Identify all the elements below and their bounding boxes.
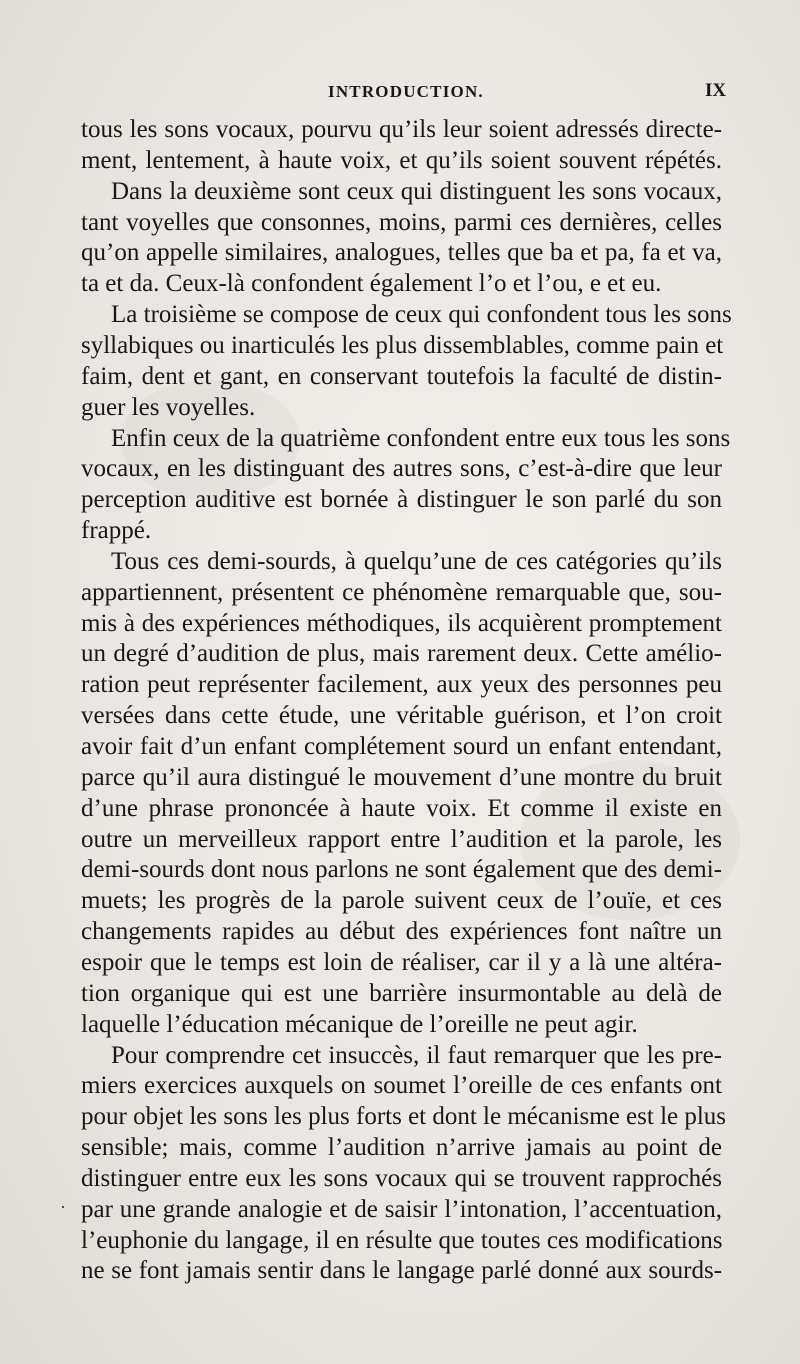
text-line: guer les voyelles. <box>81 393 256 421</box>
text-line: l’euphonie du langage, il en résulte que toutes ces modifications <box>81 1226 723 1254</box>
page-header <box>0 80 800 110</box>
text-line: ne se font jamais sentir dans le langage parlé donné aux sourds- <box>81 1257 722 1285</box>
text-line: ta et da. Ceux-là confondent également l’o et l’ou, e et eu. <box>81 270 662 298</box>
running-title: INTRODUCTION. <box>328 82 484 101</box>
text-line: outre un merveilleux rapport entre l’audition et la parole, les <box>81 825 722 853</box>
text-line: mis à des expériences méthodiques, ils acquièrent promptement <box>81 609 722 637</box>
text-line: perception auditive est bornée à distinguer le son parlé du son <box>81 486 722 514</box>
text-line: Dans la deuxième sont ceux qui distinguent les sons vocaux, <box>111 177 722 205</box>
text-line: faim, dent et gant, en conservant toutefois la faculté de distin- <box>81 362 722 390</box>
text-line: ment, lentement, à haute voix, et qu’ils soient souvent répétés. <box>81 146 722 174</box>
text-line: appartiennent, présentent ce phénomène remarquable que, sou- <box>81 578 722 606</box>
text-line: versées dans cette étude, une véritable guérison, et l’on croit <box>81 702 722 730</box>
page-number: IX <box>705 80 727 101</box>
text-line: avoir fait d’un enfant complétement sourd un enfant entendant, <box>81 733 722 760</box>
text-line: Enfin ceux de la quatrième confondent entre eux tous les sons <box>111 424 731 452</box>
text-line: miers exercices auxquels on soumet l’oreille de ces enfants ont <box>81 1072 722 1100</box>
text-line: frappé. <box>81 517 152 545</box>
text-line: d’une phrase prononcée à haute voix. Et comme il existe en <box>81 794 722 822</box>
text-line: laquelle l’éducation mécanique de l’oreille ne peut agir. <box>81 1010 638 1038</box>
text-line: pour objet les sons les plus forts et dont le mécanisme est le plus <box>81 1103 727 1131</box>
text-line: Pour comprendre cet insuccès, il faut remarquer que les pre- <box>111 1041 722 1069</box>
text-line: sensible; mais, comme l’audition n’arrive jamais au point de <box>81 1134 722 1162</box>
text-line: muets; les progrès de la parole suivent ceux de l’ouïe, et ces <box>81 887 722 915</box>
text-line: tant voyelles que consonnes, moins, parmi ces dernières, celles <box>81 208 722 236</box>
text-line: tion organique qui est une barrière insurmontable au delà de <box>81 979 722 1007</box>
text-line: un degré d’audition de plus, mais rarement deux. Cette amélio- <box>81 640 722 668</box>
text-line: tous les sons vocaux, pourvu qu’ils leur soient adressés directe- <box>81 116 722 143</box>
text-line: ration peut représenter facilement, aux yeux des personnes peu <box>81 671 722 699</box>
text-line: changements rapides au début des expériences font naître un <box>81 918 722 946</box>
text-line: qu’on appelle similaires, analogues, telles que ba et pa, fa et va, <box>81 239 722 267</box>
text-line: distinguer entre eux les sons vocaux qui se trouvent rapprochés <box>81 1164 722 1192</box>
text-line: espoir que le temps est loin de réaliser, car il y a là une altéra- <box>81 948 722 976</box>
text-line: syllabiques ou inarticulés les plus dissemblables, comme pain et <box>81 331 724 359</box>
margin-mark: · <box>60 1197 66 1217</box>
text-line: vocaux, en les distinguant des autres sons, c’est-à-dire que leur <box>81 455 722 483</box>
text-line: parce qu’il aura distingué le mouvement d’une montre du bruit <box>81 763 722 791</box>
text-line: Tous ces demi-sourds, à quelqu’une de ces catégories qu’ils <box>111 547 722 575</box>
text-line: par une grande analogie et de saisir l’intonation, l’accentuation, <box>81 1195 722 1223</box>
text-line: La troisième se compose de ceux qui confondent tous les sons <box>111 301 732 329</box>
text-line: demi-sourds dont nous parlons ne sont également que des demi- <box>81 856 722 884</box>
